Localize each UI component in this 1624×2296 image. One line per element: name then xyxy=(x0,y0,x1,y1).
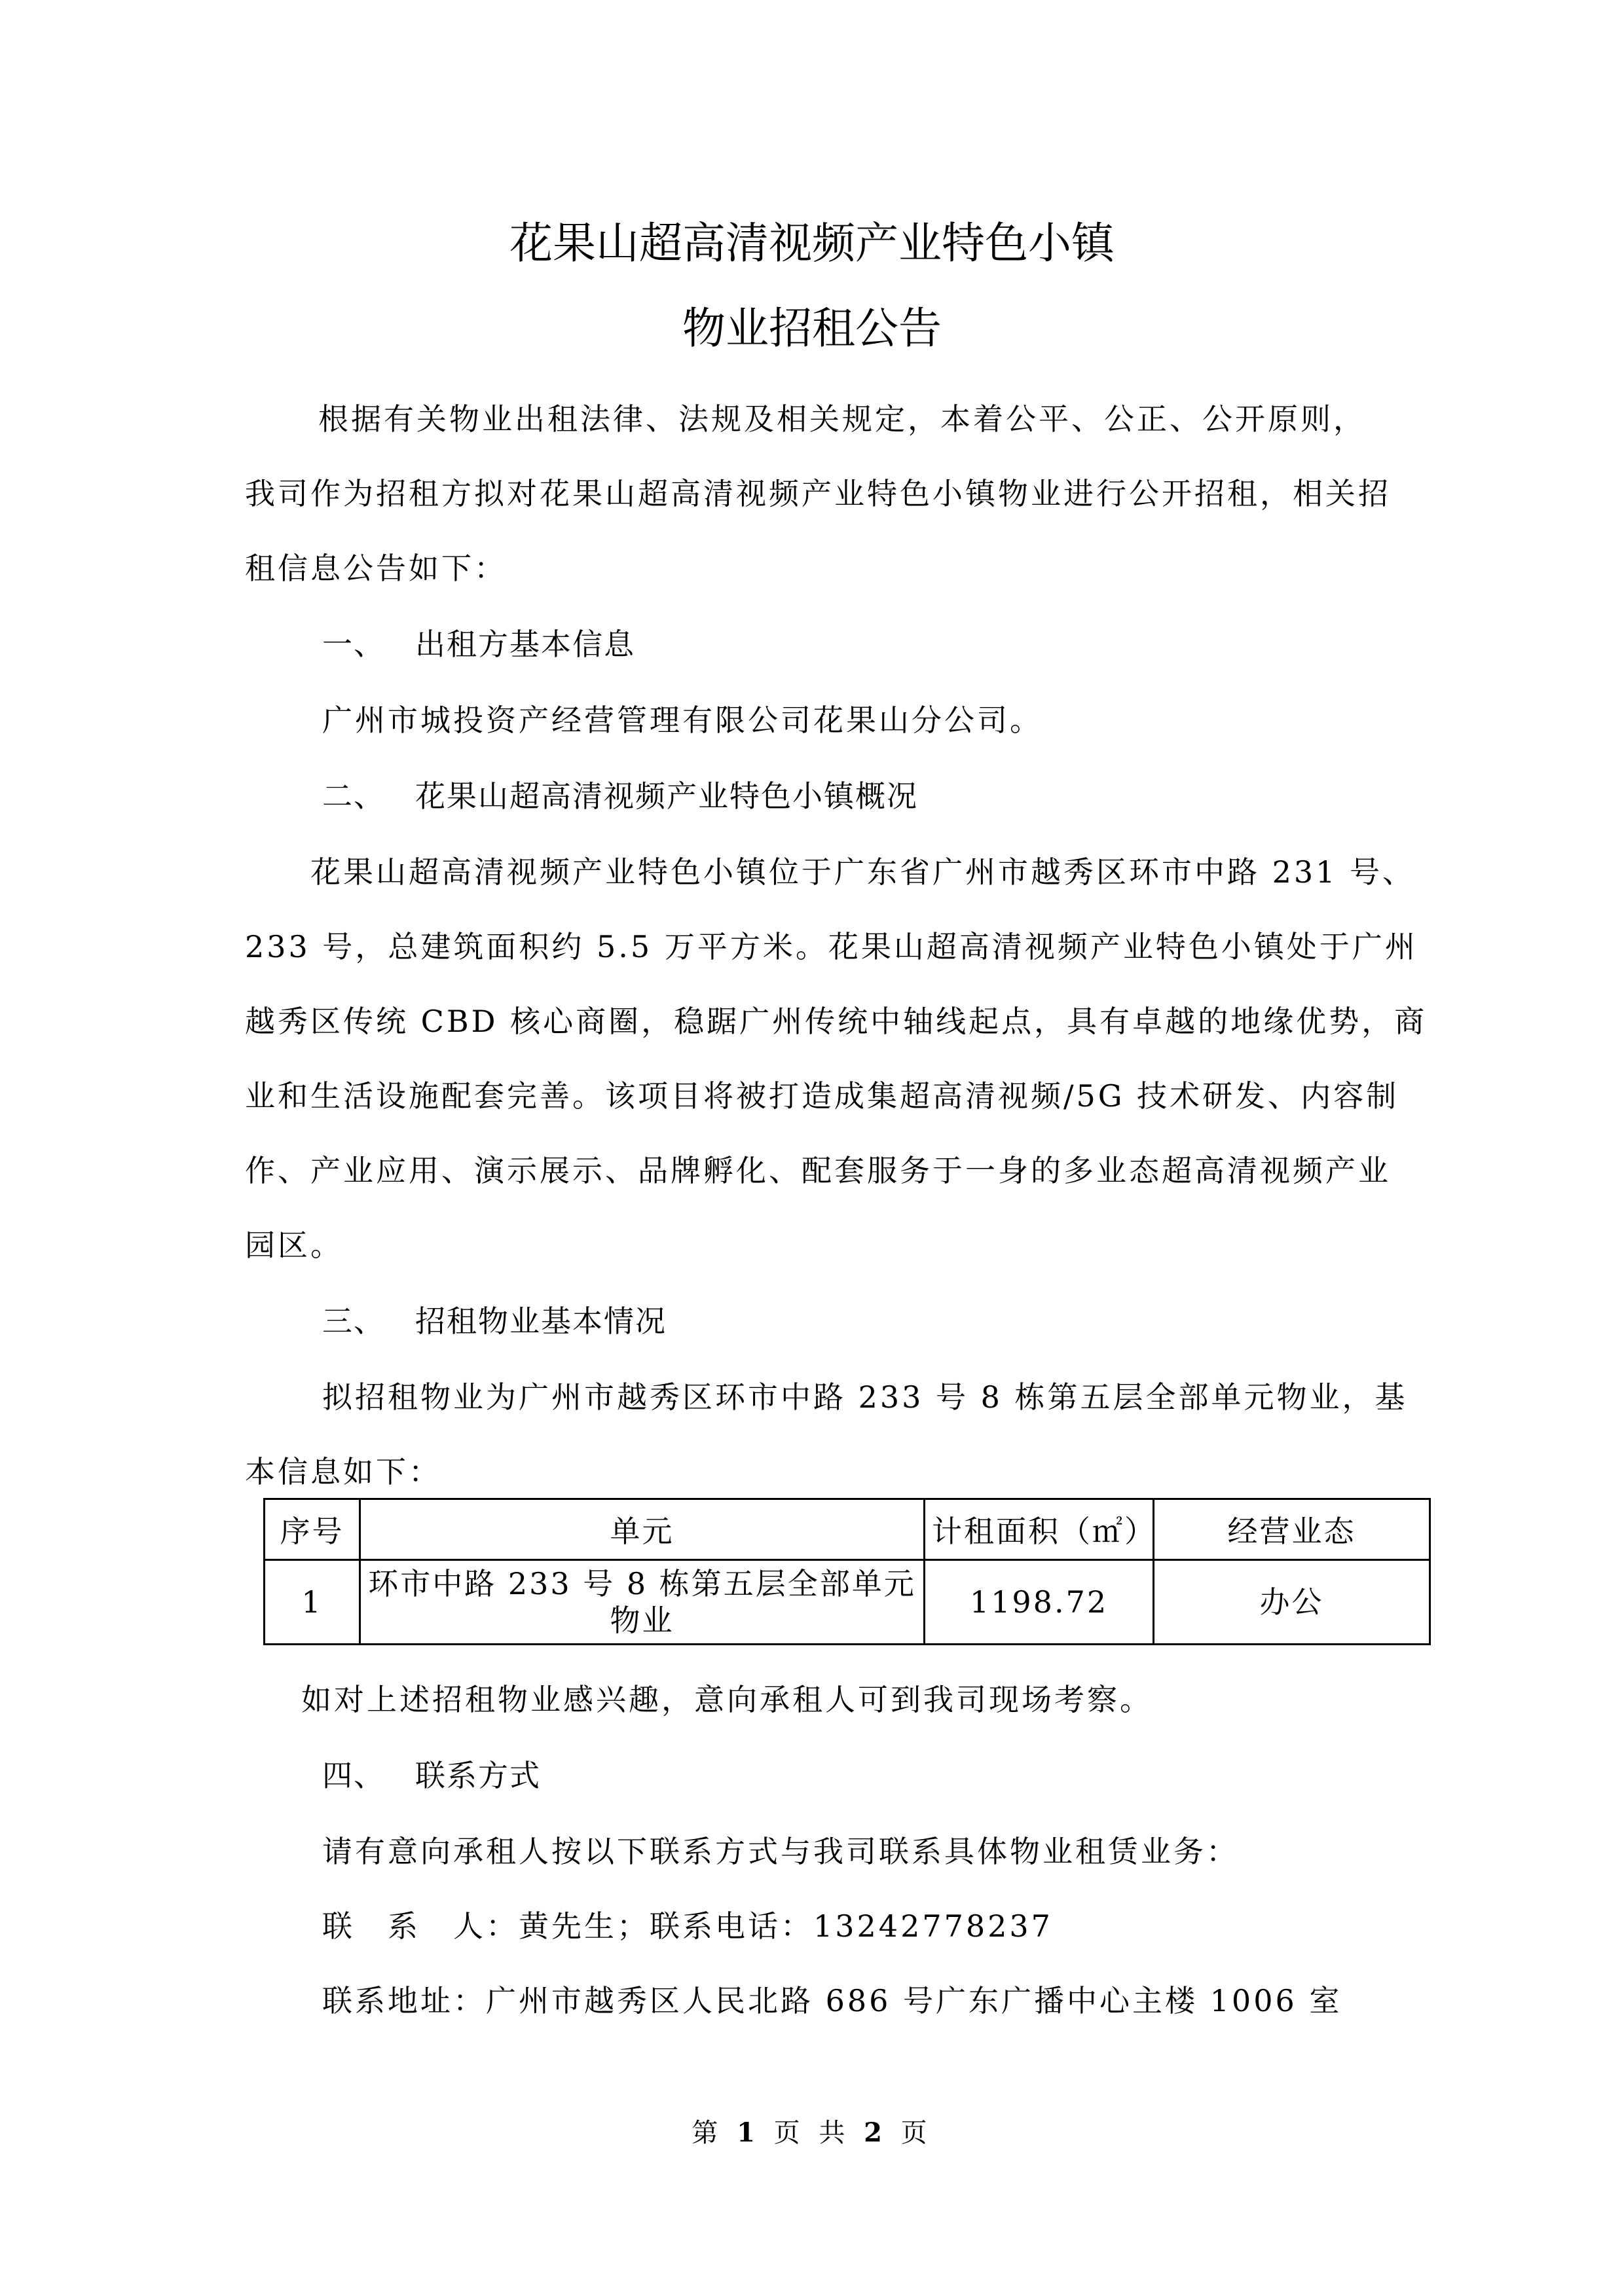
table-header-cell: 单元 xyxy=(360,1499,925,1560)
footer-middle: 页 共 xyxy=(773,2118,851,2148)
document-title-line2: 物业招租公告 xyxy=(682,303,942,354)
footer-prefix: 第 xyxy=(692,2118,724,2148)
section-heading-2 xyxy=(322,773,918,816)
contact-person-phone: 联 系 人：黄先生；联系电话：13242778237 xyxy=(322,1908,1053,1944)
section-heading-4 xyxy=(322,1752,541,1795)
section-title: 联系方式 xyxy=(415,1758,541,1793)
section2-line: 作、产业应用、演示展示、品牌孵化、配套服务于一身的多业态超高清视频产业 xyxy=(245,1153,1391,1188)
table-cell: 1 xyxy=(265,1560,360,1645)
section-number: 四、 xyxy=(322,1758,385,1793)
footer-page-number: 1 xyxy=(737,2117,760,2148)
section-title: 花果山超高清视频产业特色小镇概况 xyxy=(415,778,918,814)
section2-line: 花果山超高清视频产业特色小镇位于广东省广州市越秀区环市中路 231 号、 xyxy=(310,854,1416,890)
property-table xyxy=(263,1498,1431,1645)
section-heading-1 xyxy=(322,621,635,664)
section-number: 三、 xyxy=(322,1303,385,1339)
table-header-cell: 序号 xyxy=(265,1499,360,1560)
contact-instruction: 请有意向承租人按以下联系方式与我司联系具体物业租赁业务： xyxy=(322,1834,1239,1869)
section-title: 出租方基本信息 xyxy=(415,627,635,662)
section-number: 一、 xyxy=(322,627,385,662)
table-cell: 1198.72 xyxy=(925,1560,1154,1645)
section3-line-1: 拟招租物业为广州市越秀区环市中路 233 号 8 栋第五层全部单元物业，基 xyxy=(322,1379,1408,1415)
section2-line: 园区。 xyxy=(245,1228,343,1263)
section3-line-2: 本信息如下： xyxy=(245,1454,441,1489)
section1-text: 广州市城投资产经营管理有限公司花果山分公司。 xyxy=(322,702,1043,738)
table-header-cell: 经营业态 xyxy=(1154,1499,1430,1560)
document-title-line1: 花果山超高清视频产业特色小镇 xyxy=(509,218,1115,268)
section-heading-3 xyxy=(322,1298,667,1341)
table-header-row xyxy=(265,1499,1430,1560)
footer-suffix: 页 xyxy=(900,2118,932,2148)
section-title: 招租物业基本情况 xyxy=(415,1303,667,1339)
intro-line-1: 根据有关物业出租法律、法规及相关规定，本着公平、公正、公开原则， xyxy=(318,401,1366,437)
section2-line: 越秀区传统 CBD 核心商圈，稳踞广州传统中轴线起点，具有卓越的地缘优势，商 xyxy=(245,1004,1428,1039)
page-footer xyxy=(0,2112,1624,2149)
table-row xyxy=(265,1560,1430,1645)
section3-note: 如对上述招租物业感兴趣，意向承租人可到我司现场考察。 xyxy=(301,1682,1153,1717)
section2-line: 业和生活设施配套完善。该项目将被打造成集超高清视频/5G 技术研发、内容制 xyxy=(245,1078,1399,1114)
intro-line-2: 我司作为招租方拟对花果山超高清视频产业特色小镇物业进行公开招租，相关招 xyxy=(245,476,1391,511)
section2-line: 233 号，总建筑面积约 5.5 万平方米。花果山超高清视频产业特色小镇处于广州 xyxy=(245,929,1418,964)
intro-line-3: 租信息公告如下： xyxy=(245,551,507,586)
table-cell: 环市中路 233 号 8 栋第五层全部单元物业 xyxy=(360,1560,925,1645)
footer-total-pages: 2 xyxy=(864,2117,887,2148)
section-number: 二、 xyxy=(322,778,385,814)
table-cell: 办公 xyxy=(1154,1560,1430,1645)
table-header-cell: 计租面积（㎡） xyxy=(925,1499,1154,1560)
contact-address: 联系地址：广州市越秀区人民北路 686 号广东广播中心主楼 1006 室 xyxy=(322,1983,1342,2018)
